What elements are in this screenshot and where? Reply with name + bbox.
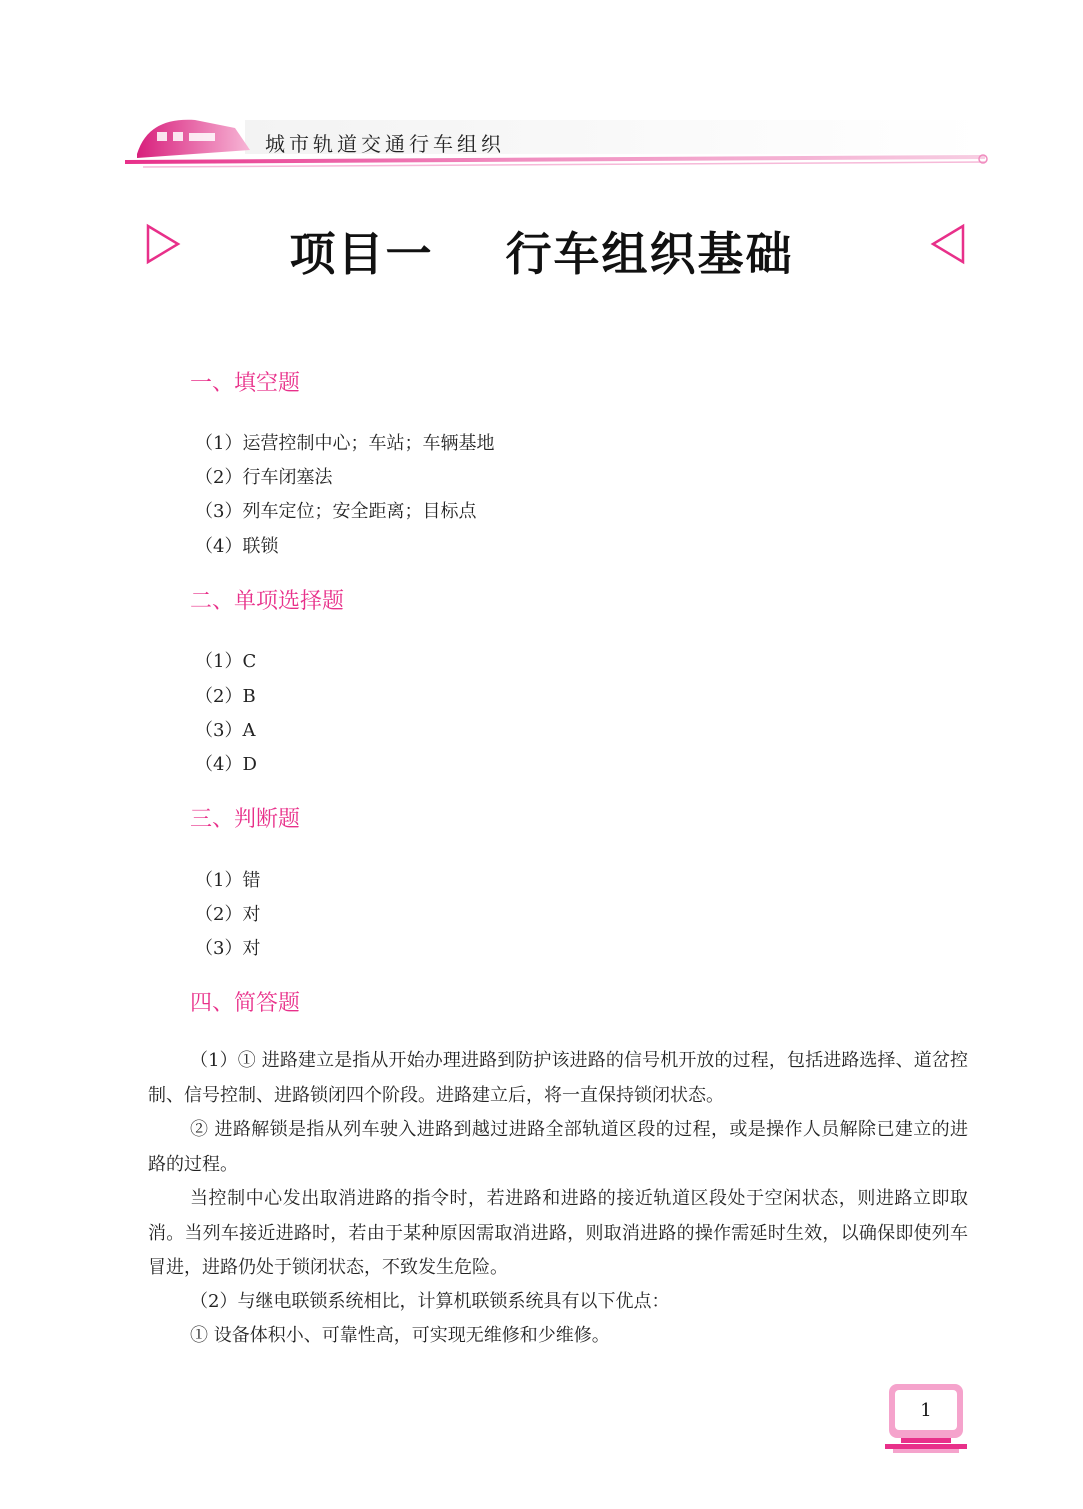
- answer-item: （1）错: [195, 870, 261, 891]
- train-header-icon: [125, 114, 995, 174]
- answer-paragraph: ② 进路解锁是指从列车驶入进路到越过进路全部轨道区段的过程，或是操作人员解除已建立的进路的过程。: [148, 1119, 968, 1175]
- answer-paragraph: ① 设备体积小、可靠性高，可实现无维修和少维修。: [190, 1325, 610, 1346]
- answer-item: （4）D: [195, 754, 257, 775]
- section-heading-fill-blank: 一、填空题: [190, 371, 301, 396]
- section-heading-short-answer: 四、简答题: [190, 991, 301, 1016]
- chapter-title: 项目一 行车组织基础: [289, 227, 794, 281]
- answer-paragraph: （2）与继电联锁系统相比，计算机联锁系统具有以下优点：: [190, 1291, 670, 1312]
- answer-item: （1）运营控制中心；车站；车辆基地: [195, 433, 495, 454]
- answer-item: （2）B: [195, 686, 256, 707]
- answer-item: （2）行车闭塞法: [195, 467, 333, 488]
- answer-item: （1）C: [195, 651, 257, 672]
- section-heading-single-choice: 二、单项选择题: [190, 589, 345, 614]
- page-number: 1: [920, 1400, 932, 1421]
- answer-paragraph: （1）① 进路建立是指从开始办理进路到防护该进路的信号机开放的过程，包括进路选择、道岔控制、信号控制、进路锁闭四个阶段。进路建立后，将一直保持锁闭状态。: [148, 1050, 968, 1106]
- answer-paragraph: 当控制中心发出取消进路的指令时，若进路和进路的接近轨道区段处于空闲状态，则进路立即取消。当列车接近进路时，若由于某种原因需取消进路，则取消进路的操作需延时生效，以确保即使列车冒进，进路仍处于锁闭状态，不致发生危险。: [148, 1188, 968, 1278]
- answer-item: （3）列车定位；安全距离；目标点: [195, 501, 477, 522]
- answer-item: （3）A: [195, 720, 256, 741]
- book-title: 城市轨道交通行车组织: [265, 132, 505, 156]
- triangle-left-icon: [930, 223, 966, 265]
- answer-item: （2）对: [195, 904, 261, 925]
- answer-item: （3）对: [195, 938, 261, 959]
- section-heading-true-false: 三、判断题: [190, 807, 301, 832]
- answer-item: （4）联锁: [195, 536, 279, 557]
